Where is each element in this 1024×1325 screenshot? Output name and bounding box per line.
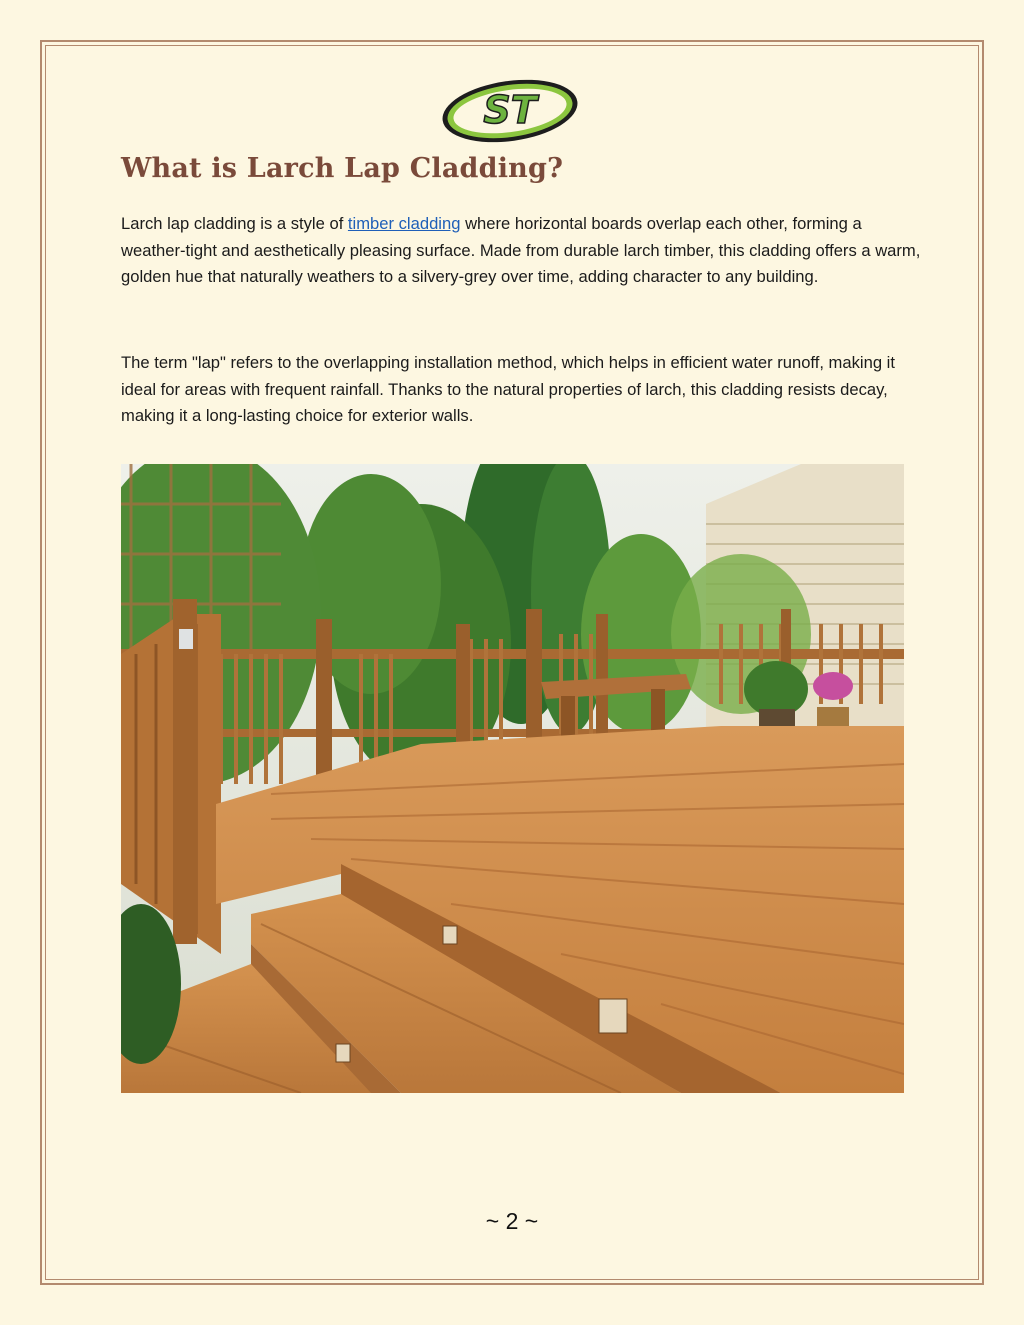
intro-paragraph — [121, 211, 921, 291]
page-title: What is Larch Lap Cladding? — [121, 153, 564, 184]
page-number: ~ 2 ~ — [485, 1208, 539, 1234]
lap-paragraph: The term "lap" refers to the overlapping installation method, which helps in efficient water runoff, making it ideal for areas with frequent rainfall. Thanks to the natural properties of larch, this cladding resists decay, making it a long-lasting choice for exterior walls. — [121, 353, 895, 425]
intro-text-end: where horizontal boards overlap each other, forming a weather-tight and aesthetically pleasing surface. Made from durable larch timber, this cladding offers a warm, golden hue that naturally weathers to a silvery-grey over time, adding character to any building. — [121, 214, 921, 286]
intro-text-start: Larch lap cladding is a style of — [121, 214, 348, 233]
logo-text: ST — [483, 88, 537, 132]
deck-photo — [121, 464, 904, 1093]
deck-photo-illustration — [121, 464, 904, 1093]
timber-cladding-link[interactable]: timber cladding — [347, 214, 461, 233]
st-logo-icon — [440, 78, 580, 144]
